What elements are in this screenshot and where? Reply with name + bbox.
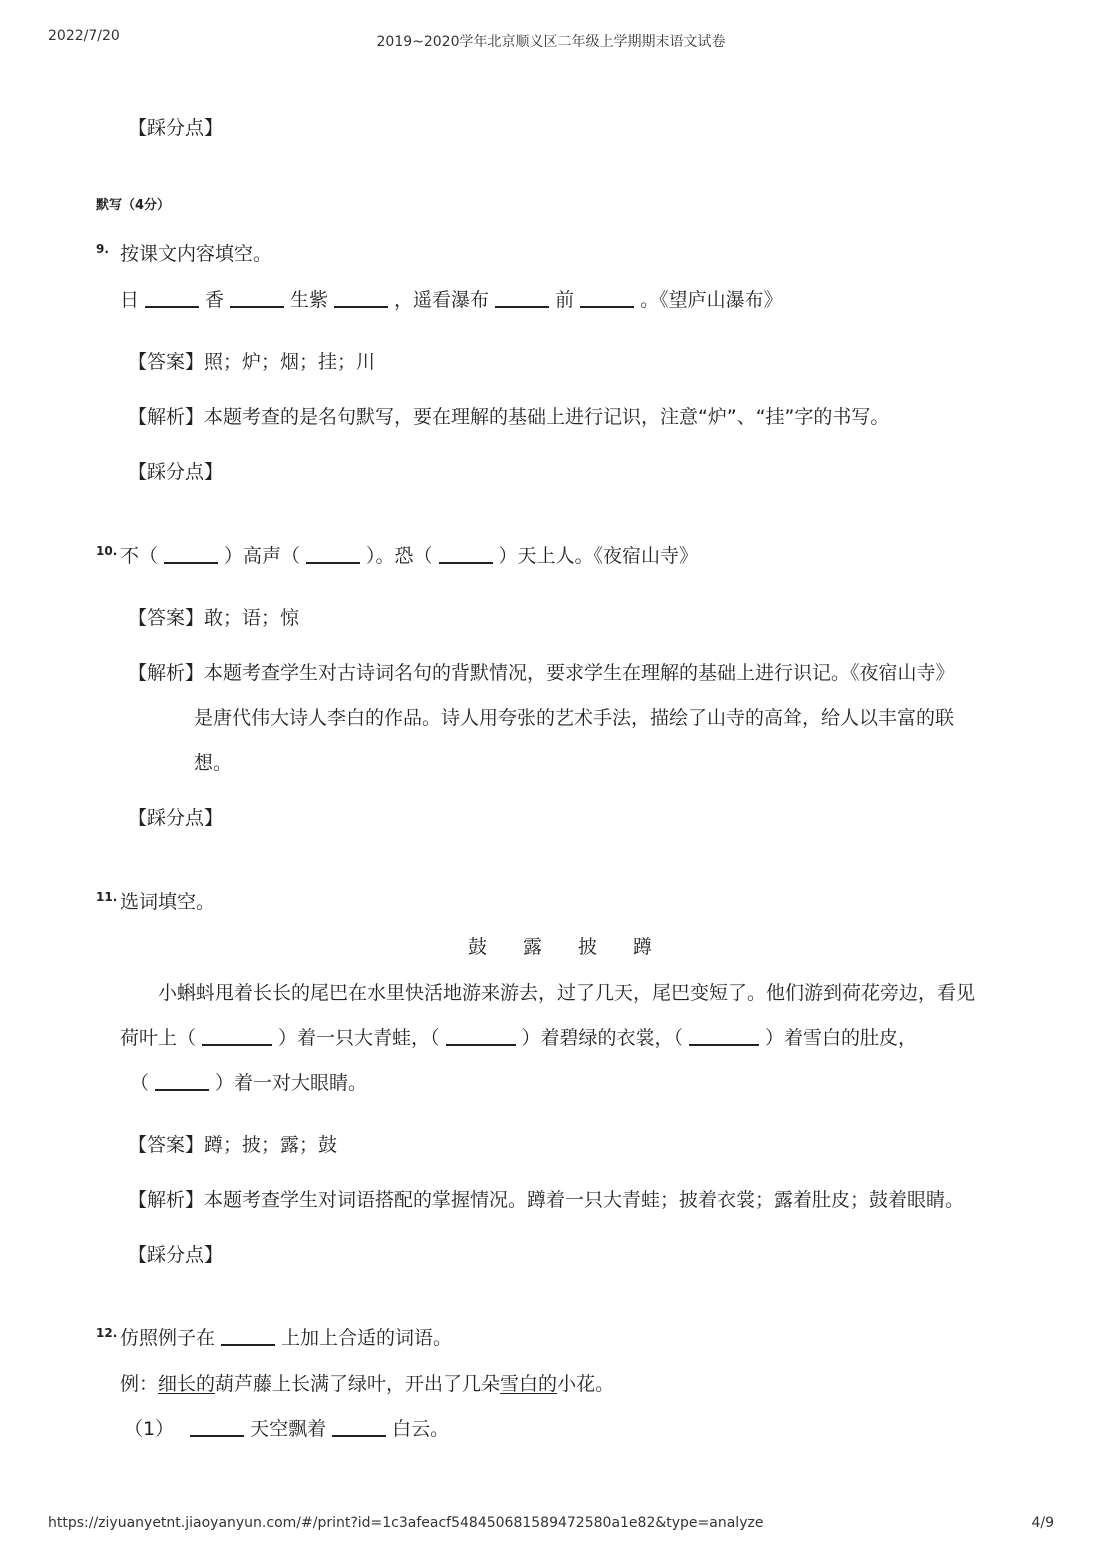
example-sentence: [120, 1372, 614, 1396]
answer-blank: [306, 544, 360, 564]
scoring-points-label: 【踩分点】: [128, 807, 224, 829]
passage-line: 小蝌蚪甩着长长的尾巴在水里快活地游来游去，过了几天，尾巴变短了。他们游到荷花旁边，看见: [158, 982, 976, 1004]
word-choices: [450, 935, 670, 959]
analysis-label: 【解析】: [128, 406, 205, 428]
page-url: https://ziyuanyetnt.jiaoyanyun.com/#/print?id=1c3afeacf548450681589472580a1e82&type=analyze: [48, 1515, 764, 1531]
answer-blank: [439, 544, 493, 564]
text-segment: 生紫: [290, 289, 329, 311]
text-segment: 荷叶上（: [120, 1027, 197, 1049]
answer-blank: [446, 1026, 516, 1046]
text-segment: ）着一对大眼睛。: [215, 1072, 368, 1094]
text-segment: 仿照例子在: [120, 1327, 216, 1349]
text-segment: 例：: [120, 1373, 159, 1395]
text-segment: ）着雪白的肚皮，: [765, 1027, 918, 1049]
passage-line: [130, 1071, 367, 1095]
answer-blank: [689, 1026, 759, 1046]
question-stem: 选词填空。: [120, 891, 216, 913]
fill-in-line: [120, 288, 783, 312]
text-segment: 前: [555, 289, 575, 311]
answer-row: [128, 350, 375, 374]
text-segment: 。《望庐山瀑布》: [640, 289, 783, 311]
analysis-text: 本题考查的是名句默写，要在理解的基础上进行记识，注意“炉”、“挂”字的书写。: [204, 406, 890, 428]
underlined-word: 雪白的: [500, 1373, 558, 1395]
answer-row: [128, 606, 299, 630]
answer-blank: [580, 288, 634, 308]
answer-blank: [145, 288, 199, 308]
scoring-points-label: 【踩分点】: [128, 117, 224, 139]
text-segment: ）高声（: [224, 545, 301, 567]
analysis-text: 本题考查学生对词语搭配的掌握情况。蹲着一只大青蛙；披着衣裳；露着肚皮；鼓着眼睛。: [204, 1189, 965, 1211]
text-segment: 不（: [120, 545, 159, 567]
question-stem: [120, 1326, 452, 1350]
question-stem: 按课文内容填空。: [120, 243, 273, 265]
analysis-label: 【解析】: [128, 662, 205, 684]
word-choice: 披: [578, 936, 598, 958]
analysis-row: [128, 661, 955, 685]
page-number: 4/9: [1031, 1515, 1054, 1531]
answer-text: 蹲；披；露；鼓: [204, 1134, 338, 1156]
text-segment: 白云。: [392, 1418, 450, 1440]
answer-blank: [230, 288, 284, 308]
scoring-points-label: 【踩分点】: [128, 461, 224, 483]
analysis-label: 【解析】: [128, 1189, 205, 1211]
answer-blank: [155, 1071, 209, 1091]
analysis-text: 是唐代伟大诗人李白的作品。诗人用夸张的艺术手法，描绘了山寺的高耸，给人以丰富的联: [194, 707, 955, 729]
underlined-word: 细长的: [158, 1373, 216, 1395]
text-segment: ）。恐（: [366, 545, 433, 567]
print-date: 2022/7/20: [48, 28, 120, 44]
answer-blank: [164, 544, 218, 564]
fill-in-line: [120, 544, 698, 568]
answer-blank: [332, 1417, 386, 1437]
answer-row: [128, 1133, 337, 1157]
answer-label: 【答案】: [128, 1134, 205, 1156]
question-number: 12.: [96, 1326, 118, 1340]
question-number: 9.: [96, 242, 109, 256]
section-heading: 默写（4分）: [96, 198, 171, 213]
item-number: （1）: [124, 1418, 175, 1440]
scoring-points-label: 【踩分点】: [128, 1244, 224, 1266]
word-choice: 露: [523, 936, 543, 958]
analysis-row: [128, 1188, 964, 1212]
answer-label: 【答案】: [128, 351, 205, 373]
analysis-row: [128, 405, 889, 429]
text-segment: 小花。: [557, 1373, 615, 1395]
text-segment: 葫芦藤上长满了绿叶，开出了几朵: [215, 1373, 501, 1395]
text-segment: ，遥看瀑布: [394, 289, 490, 311]
text-segment: （: [130, 1072, 150, 1094]
answer-blank: [495, 288, 549, 308]
answer-blank: [190, 1417, 244, 1437]
document-title: 2019~2020学年北京顺义区二年级上学期期末语文试卷: [376, 34, 726, 50]
answer-blank: [221, 1326, 275, 1346]
question-number: 10.: [96, 544, 118, 558]
text-segment: 上加上合适的词语。: [281, 1327, 453, 1349]
word-choice: 鼓: [468, 936, 488, 958]
text-segment: ）着碧绿的衣裳，（: [521, 1027, 684, 1049]
answer-text: 照；炉；烟；挂；川: [204, 351, 376, 373]
text-segment: ）着一只大青蛙，（: [278, 1027, 440, 1049]
passage-line: [120, 1026, 917, 1050]
text-segment: 天空飘着: [250, 1418, 327, 1440]
answer-text: 敢；语；惊: [204, 607, 300, 629]
text-segment: 香: [205, 289, 225, 311]
text-segment: 日: [120, 289, 140, 311]
word-choice: 蹲: [633, 936, 653, 958]
answer-blank: [202, 1026, 272, 1046]
sub-item-1: [124, 1417, 449, 1441]
question-number: 11.: [96, 890, 118, 904]
answer-label: 【答案】: [128, 607, 205, 629]
text-segment: ）天上人。《夜宿山寺》: [498, 545, 699, 567]
analysis-text: 本题考查学生对古诗词名句的背默情况，要求学生在理解的基础上进行识记。《夜宿山寺》: [204, 662, 955, 684]
analysis-text: 想。: [194, 752, 233, 774]
answer-blank: [334, 288, 388, 308]
